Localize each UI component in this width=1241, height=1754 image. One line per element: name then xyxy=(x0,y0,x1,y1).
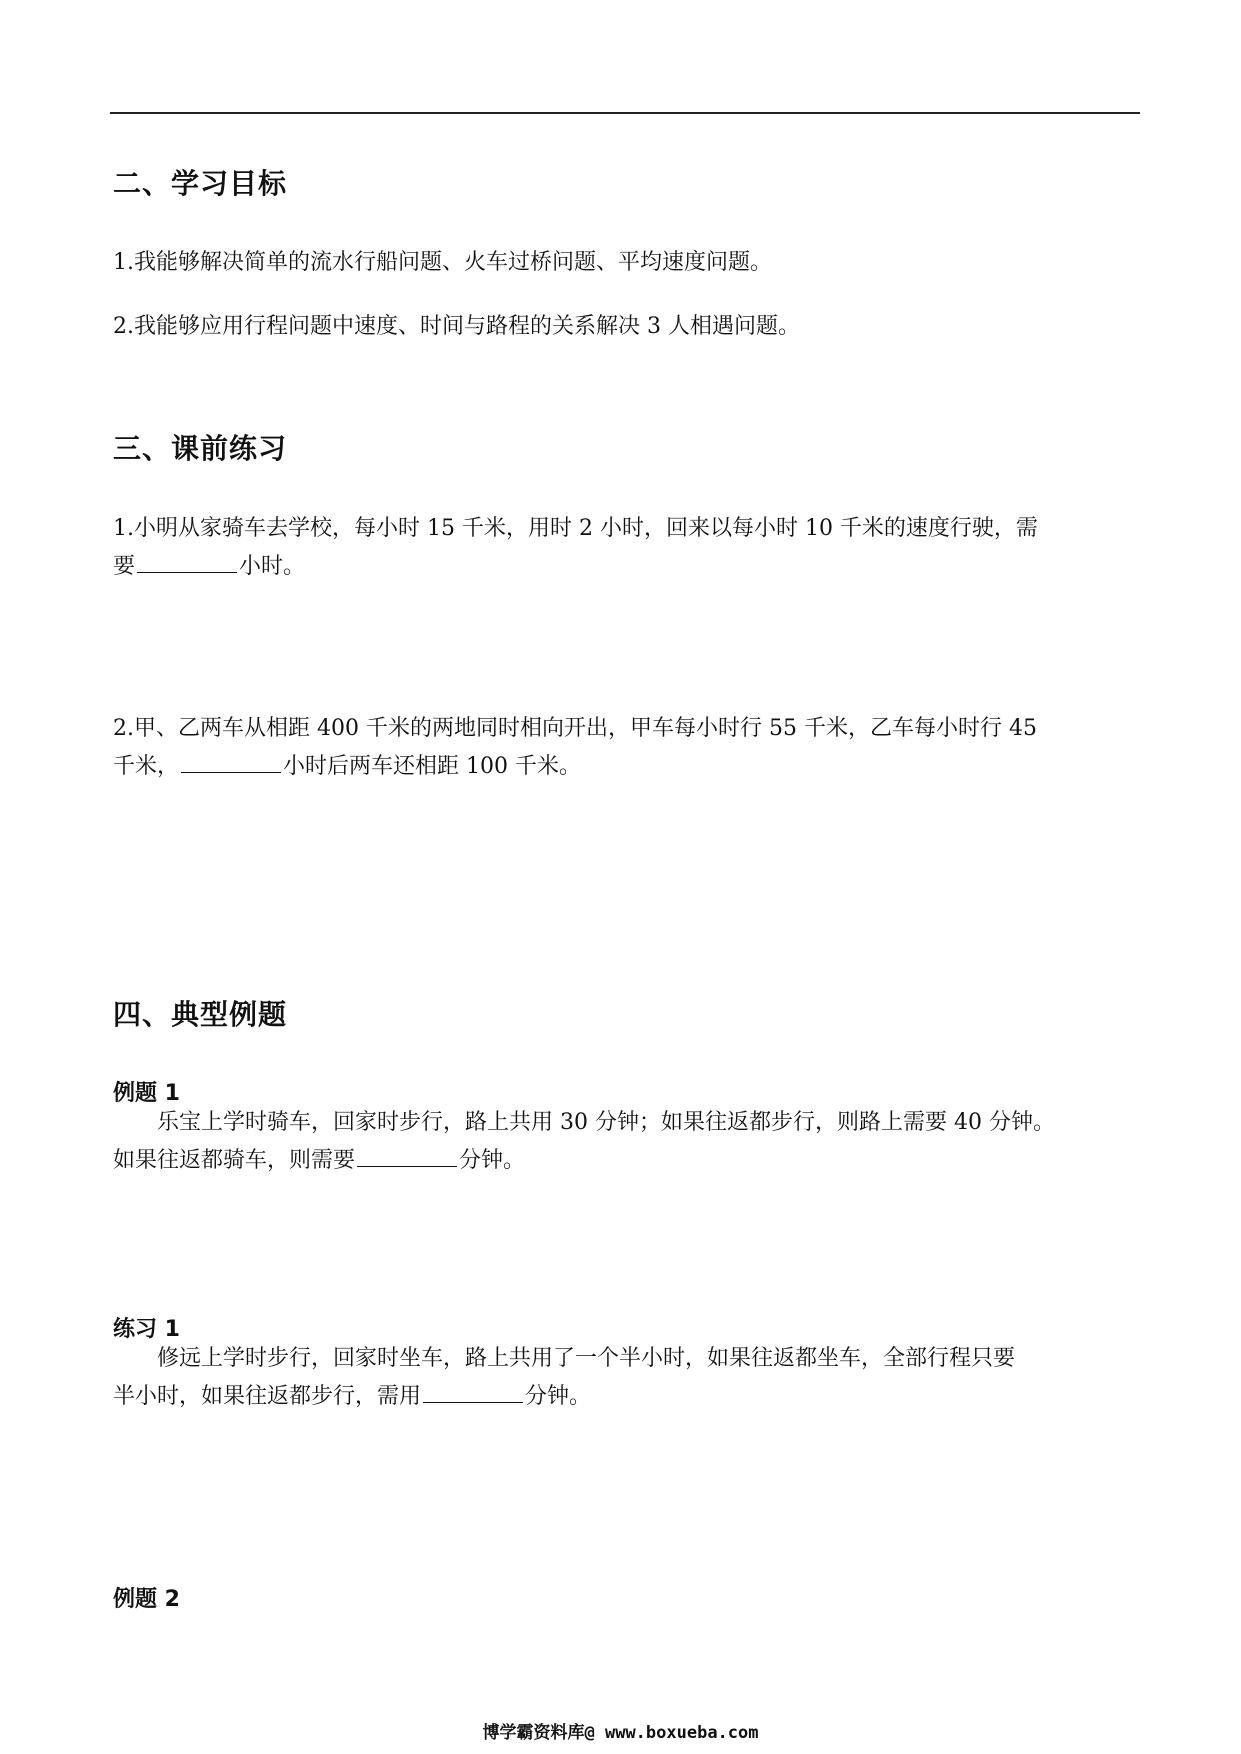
practice-q1-suffix: 小时。 xyxy=(239,554,306,579)
practice-q2-suffix: 小时后两车还相距 100 千米。 xyxy=(283,754,581,779)
example-1-suffix: 分钟。 xyxy=(459,1148,526,1173)
footer-watermark: 博学霸资料库@ www.boxueba.com xyxy=(482,1723,759,1743)
section-title-practice: 三、课前练习 xyxy=(113,432,288,465)
practice-q2-line2 xyxy=(113,746,1143,784)
practice-q2-line1: 2.甲、乙两车从相距 400 千米的两地同时相向开出，甲车每小时行 55 千米，乙车每小时行 45 xyxy=(113,716,1037,741)
practice-q1-line1: 1.小明从家骑车去学校，每小时 15 千米，用时 2 小时，回来以每小时 10 千米的速度行驶，需 xyxy=(113,516,1038,541)
example-1-label: 例题 1 xyxy=(113,1081,180,1106)
example-1 xyxy=(113,1106,1143,1178)
practice-1-line1: 修远上学时步行，回家时坐车，路上共用了一个半小时，如果往返都坐车，全部行程只要 xyxy=(157,1346,1016,1371)
section-title-examples: 四、典型例题 xyxy=(113,998,288,1031)
example-1-prefix: 如果往返都骑车，则需要 xyxy=(113,1148,356,1173)
practice-1-suffix: 分钟。 xyxy=(525,1384,592,1409)
answer-blank-q1[interactable] xyxy=(137,546,237,573)
practice-q2-prefix: 千米， xyxy=(113,754,180,779)
goal-item-2: 2.我能够应用行程问题中速度、时间与路程的关系解决 3 人相遇问题。 xyxy=(113,314,800,339)
practice-q1-prefix: 要 xyxy=(113,554,136,579)
answer-blank-ex1[interactable] xyxy=(357,1140,457,1167)
practice-q1-line2 xyxy=(113,546,1143,584)
practice-1-prefix: 半小时，如果往返都步行，需用 xyxy=(113,1384,422,1409)
example-1-line1: 乐宝上学时骑车，回家时步行，路上共用 30 分钟；如果往返都步行，则路上需要 40 分钟。 xyxy=(157,1110,1055,1135)
section-title-goals: 二、学习目标 xyxy=(113,167,288,200)
header-rule xyxy=(110,112,1140,114)
example-1-line2 xyxy=(113,1140,1143,1178)
answer-blank-pr1[interactable] xyxy=(423,1376,523,1403)
practice-1-label: 练习 1 xyxy=(113,1317,180,1342)
goal-item-1: 1.我能够解决简单的流水行船问题、火车过桥问题、平均速度问题。 xyxy=(113,250,772,275)
practice-q1 xyxy=(113,512,1143,584)
practice-q2 xyxy=(113,712,1143,784)
answer-blank-q2[interactable] xyxy=(181,746,281,773)
practice-1-line2 xyxy=(113,1376,1143,1414)
example-2-label: 例题 2 xyxy=(113,1587,180,1612)
practice-1 xyxy=(113,1342,1143,1414)
